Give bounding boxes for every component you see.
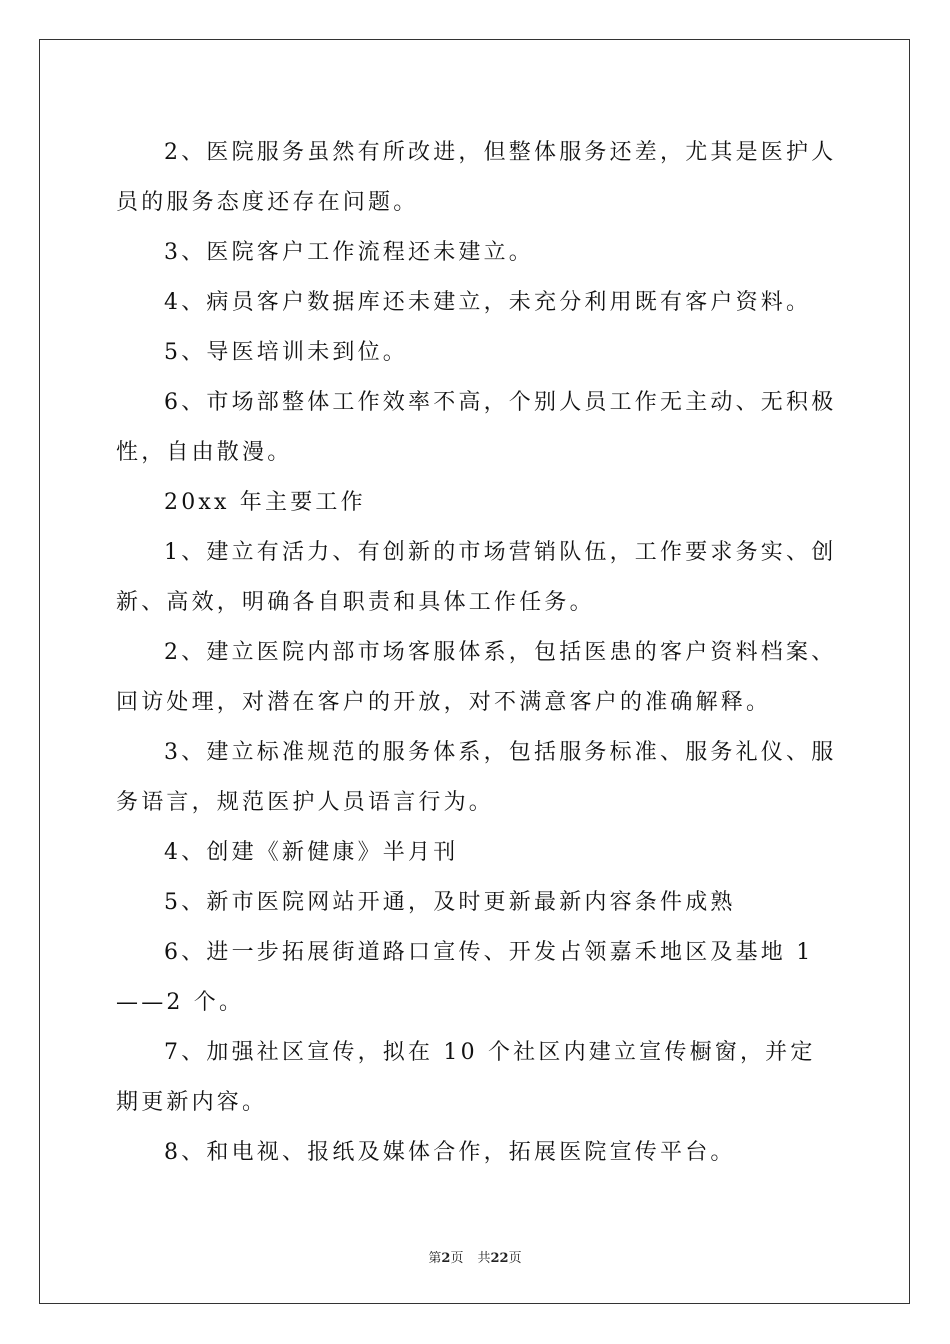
page-suffix: 页 [450, 1251, 464, 1266]
paragraph: 6、市场部整体工作效率不高，个别人员工作无主动、无积极性，自由散漫。 [116, 390, 837, 465]
total-prefix: 共 [477, 1251, 491, 1266]
total-page-count: 22 [490, 1251, 509, 1266]
total-suffix: 页 [508, 1251, 522, 1266]
paragraph: 2、建立医院内部市场客服体系，包括医患的客户资料档案、回访处理，对潜在客户的开放，对不满意客户的准确解释。 [116, 640, 837, 715]
paragraph: 2、医院服务虽然有所改进，但整体服务还差，尤其是医护人员的服务态度还存在问题。 [116, 140, 837, 215]
paragraph: 6、进一步拓展街道路口宣传、开发占领嘉禾地区及基地 1——2 个。 [116, 940, 814, 1015]
paragraph: 5、导医培训未到位。 [164, 340, 408, 365]
paragraph: 4、创建《新健康》半月刊 [164, 840, 459, 865]
section-heading: 20xx 年主要工作 [164, 490, 366, 515]
paragraph: 3、建立标准规范的服务体系，包括服务标准、服务礼仪、服务语言，规范医护人员语言行为。 [116, 740, 837, 815]
paragraph: 3、医院客户工作流程还未建立。 [164, 240, 534, 265]
paragraph: 1、建立有活力、有创新的市场营销队伍，工作要求务实、创新、高效，明确各自职责和具体工作任务。 [116, 540, 837, 615]
paragraph: 7、加强社区宣传，拟在 10 个社区内建立宣传橱窗，并定期更新内容。 [116, 1040, 816, 1115]
paragraph: 5、新市医院网站开通，及时更新最新内容条件成熟 [164, 890, 736, 915]
paragraph: 4、病员客户数据库还未建立，未充分利用既有客户资料。 [164, 290, 812, 315]
page-prefix: 第 [428, 1251, 442, 1266]
page-footer [0, 1247, 950, 1266]
current-page-number: 2 [441, 1251, 451, 1266]
paragraph: 8、和电视、报纸及媒体合作，拓展医院宣传平台。 [164, 1140, 736, 1165]
document-body [116, 128, 840, 1178]
